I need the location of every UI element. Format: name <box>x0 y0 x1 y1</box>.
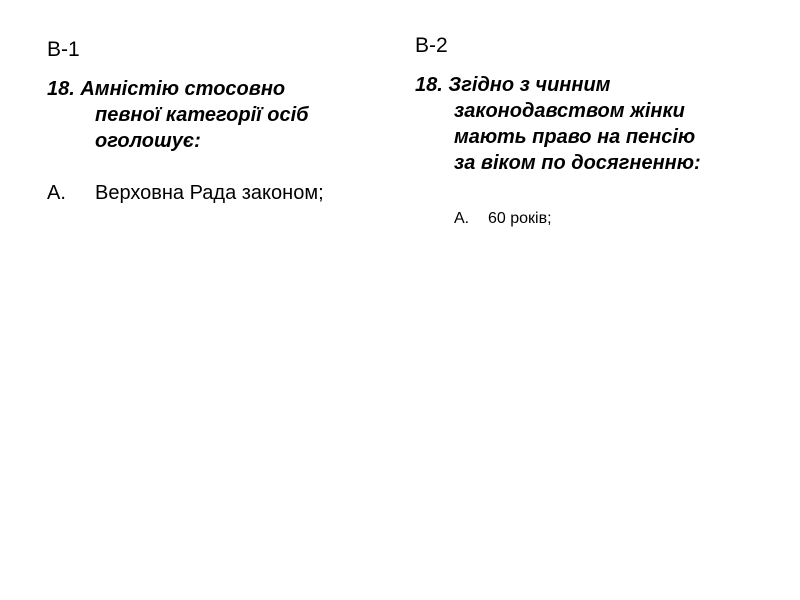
answer-text: Верховна Рада законом; <box>95 182 324 204</box>
answer-option <box>47 180 324 206</box>
question-line: 18. Згідно з чинним <box>415 74 611 96</box>
question-line: 18. Амністію стосовно <box>47 78 286 100</box>
question-text <box>415 72 775 176</box>
variant-label: В-1 <box>47 38 80 61</box>
question-line: мають право на пенсію <box>454 126 696 148</box>
question-line: законодавством жінки <box>454 100 685 122</box>
question-line: певної категорії осіб <box>95 104 309 126</box>
answer-letter: А. <box>454 210 470 227</box>
question-text <box>47 76 392 154</box>
answer-option <box>454 208 552 230</box>
answer-letter: А. <box>47 182 66 204</box>
question-line: оголошує: <box>95 130 201 152</box>
answer-text: 60 років; <box>488 210 552 227</box>
variant-label: В-2 <box>415 34 448 57</box>
question-line: за віком по досягненню: <box>454 152 701 174</box>
